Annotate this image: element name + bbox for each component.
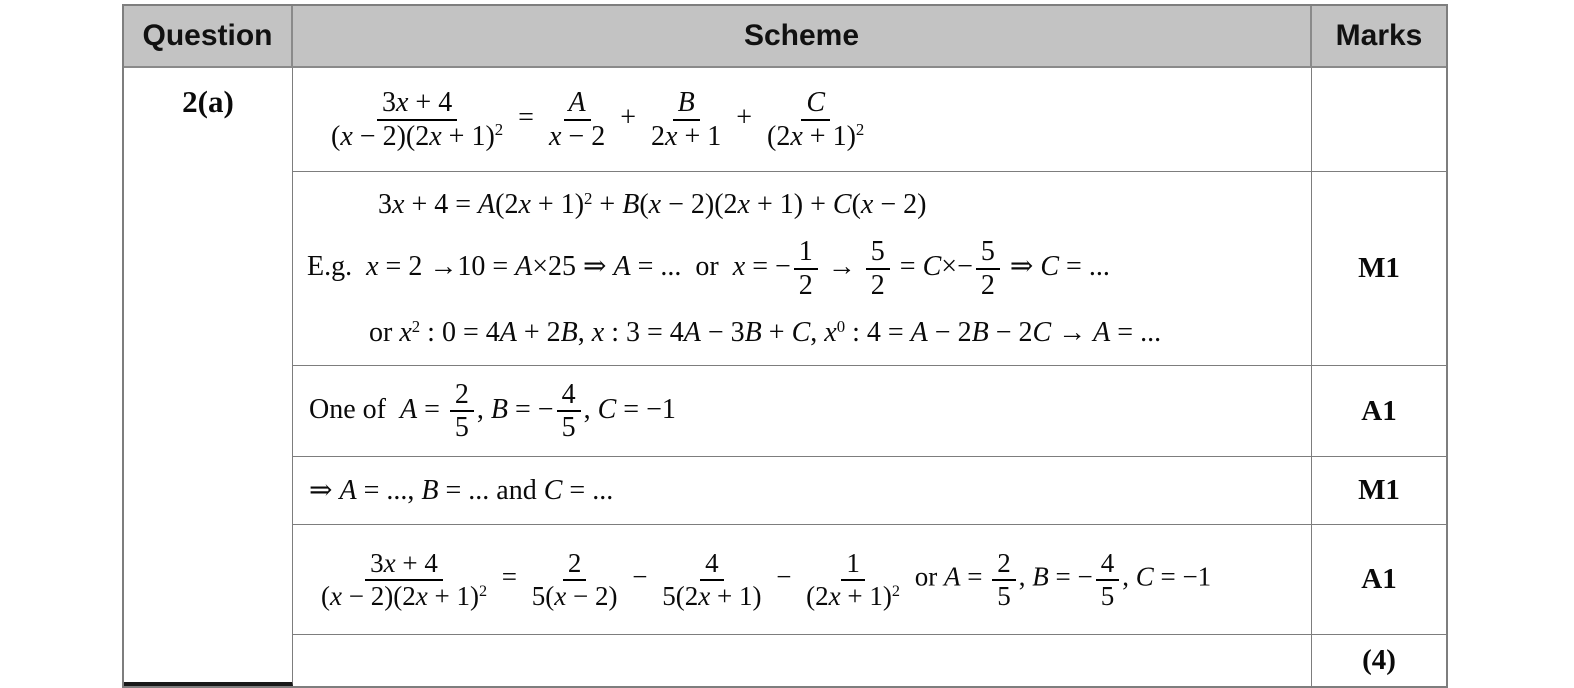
fraction (976, 237, 1000, 300)
math-run: : 0 = 4A + 2B, x : 3 = 4A − 3B + C, x (427, 316, 837, 348)
math-run: 2x + 1 (651, 120, 722, 152)
fraction-numerator (564, 88, 591, 120)
fraction-numerator (866, 237, 890, 269)
marks-cell-a1-second: A1 (1312, 525, 1446, 635)
math-run: , B = − (476, 393, 554, 425)
math-run: 4 (1100, 548, 1115, 579)
fraction (326, 88, 508, 151)
question-number: 2(a) (182, 84, 234, 119)
fraction-denominator (544, 121, 610, 151)
math-run: 3x + 4 (381, 87, 453, 119)
math-run: (2x + 1) (806, 580, 892, 611)
math-run: , C = −1 (583, 393, 676, 425)
math-run: 3x + 4 (370, 548, 438, 579)
fraction-numerator (365, 549, 443, 580)
fraction-denominator (992, 581, 1016, 610)
fraction-numerator (801, 88, 830, 120)
superscript: 2 (891, 581, 900, 600)
math-run: x = − (732, 250, 791, 282)
math-run: + (736, 101, 753, 133)
text-run: E.g. (307, 250, 367, 282)
math-line-coefficients (293, 317, 1311, 348)
math-run: C (806, 87, 826, 119)
fraction (544, 88, 610, 151)
marks-cell-m1-first: M1 (1312, 172, 1446, 366)
question-cell (124, 68, 293, 686)
fraction-denominator (866, 270, 890, 300)
fraction-numerator (673, 88, 700, 120)
math-run: (2x + 1) (767, 120, 856, 152)
math-run: 2 (798, 269, 813, 301)
math-run: 2 (870, 269, 885, 301)
math-run: 1 (798, 236, 813, 268)
fraction-numerator (450, 380, 474, 412)
math-run: ⇒ A = ..., B = ... (309, 474, 490, 506)
text-run: and (496, 474, 544, 506)
math-run: : 4 = A − 2B − 2C → A = ... (852, 316, 1162, 348)
math-run: 5(x − 2) (531, 580, 618, 611)
math-run: + (620, 101, 636, 133)
math-line-partial-fraction-setup (293, 88, 1311, 151)
math-run: − (776, 561, 792, 592)
fraction (866, 237, 890, 300)
fraction-denominator (326, 121, 508, 151)
fraction-denominator (801, 581, 905, 610)
math-run: 3x + 4 = A(2x + 1) (378, 188, 585, 220)
math-run: (x − 2)(2x + 1) (331, 120, 495, 152)
superscript: 2 (855, 120, 865, 140)
fraction (316, 549, 492, 610)
fraction-numerator (557, 380, 581, 412)
fraction-numerator (700, 549, 724, 580)
fraction-numerator (1096, 549, 1120, 580)
math-run: ⇒ C = ... (1009, 250, 1110, 282)
fraction (657, 549, 766, 610)
math-line-identity (293, 189, 1311, 220)
fraction (762, 88, 869, 151)
scheme-cell-final-answer (293, 525, 1312, 635)
marks-cell-total: (4) (1362, 644, 1396, 676)
superscript: 2 (478, 581, 488, 600)
scheme-cell-decomposition (293, 68, 1312, 172)
header-question: Question (124, 6, 293, 68)
math-run: 5 (454, 412, 469, 443)
fraction (557, 380, 581, 443)
marks-cell-m1-second: M1 (1312, 457, 1446, 525)
fraction-numerator (976, 237, 1000, 269)
text-run: One of (309, 393, 400, 425)
math-run: , C = −1 (1122, 561, 1212, 592)
math-run: = C×− (899, 250, 973, 282)
fraction (527, 549, 623, 610)
marks-cell-a1-first: A1 (1312, 366, 1446, 457)
superscript: 2 (584, 188, 593, 208)
math-run: 1 (846, 548, 860, 579)
fraction-numerator (992, 549, 1016, 580)
marks-cell-row1 (1312, 68, 1446, 172)
header-marks: Marks (1312, 6, 1446, 68)
text-run: or (907, 561, 944, 592)
math-run: A = (399, 393, 440, 425)
math-run: 5 (870, 236, 885, 268)
scheme-cell-one-of (293, 366, 1312, 457)
fraction-numerator (377, 88, 457, 120)
math-run: A = (943, 561, 983, 592)
fraction-denominator (527, 581, 623, 610)
fraction-denominator (657, 581, 766, 610)
math-run: C = ... (543, 474, 614, 506)
scheme-cell-method (293, 172, 1312, 366)
fraction (794, 237, 818, 300)
fraction-denominator (794, 270, 818, 300)
fraction (992, 549, 1016, 610)
superscript: 2 (411, 316, 421, 336)
fraction-denominator (976, 270, 1000, 300)
superscript: 0 (836, 316, 846, 336)
math-run: (x − 2)(2x + 1) (321, 580, 479, 611)
fraction-denominator (646, 121, 726, 151)
fraction (646, 88, 726, 151)
text-run: or (369, 316, 400, 348)
math-run: 2 (454, 378, 469, 410)
math-run: − (632, 561, 648, 592)
fraction-denominator (1096, 581, 1120, 610)
math-line-substitution (293, 237, 1311, 300)
math-run: 5 (980, 236, 995, 268)
superscript: 2 (494, 120, 504, 140)
fraction-numerator (841, 549, 865, 580)
fraction-denominator (762, 121, 869, 151)
fraction (450, 380, 474, 443)
math-run: 5 (997, 580, 1011, 611)
math-run: 4 (705, 548, 719, 579)
scheme-cell-all-values (293, 457, 1312, 525)
fraction (801, 549, 905, 610)
math-run: 5(2x + 1) (662, 580, 762, 611)
fraction (1096, 549, 1120, 610)
math-run: 2 (980, 269, 995, 301)
math-line-final-answer (293, 549, 1311, 610)
header-scheme: Scheme (293, 6, 1312, 68)
math-run: B (677, 87, 695, 119)
math-run: , B = − (1018, 561, 1093, 592)
math-run: 4 (561, 378, 576, 410)
math-run: x = 2 →10 = A×25 ⇒ A = ... (366, 250, 682, 282)
math-run: + B(x − 2)(2x + 1) + C(x − 2) (599, 188, 927, 220)
fraction-numerator (563, 549, 587, 580)
math-run: A (568, 87, 586, 119)
math-run: 5 (561, 412, 576, 443)
scheme-cell-empty (293, 635, 1312, 686)
fraction-numerator (794, 237, 818, 269)
math-run: 2 (567, 548, 582, 579)
math-run: x (399, 316, 412, 348)
fraction-denominator (450, 412, 474, 442)
math-run: 5 (1100, 580, 1115, 611)
text-run: or (695, 250, 733, 282)
math-run: = (518, 101, 534, 133)
fraction-denominator (316, 581, 492, 610)
math-line-all-values (293, 475, 1311, 506)
math-run: x − 2 (548, 120, 606, 152)
math-run: = (501, 561, 518, 592)
math-run: 2 (997, 548, 1011, 579)
math-run: → (827, 250, 856, 282)
mark-scheme-table (122, 4, 1448, 688)
fraction-denominator (557, 412, 581, 442)
math-line-one-of (293, 380, 1311, 443)
